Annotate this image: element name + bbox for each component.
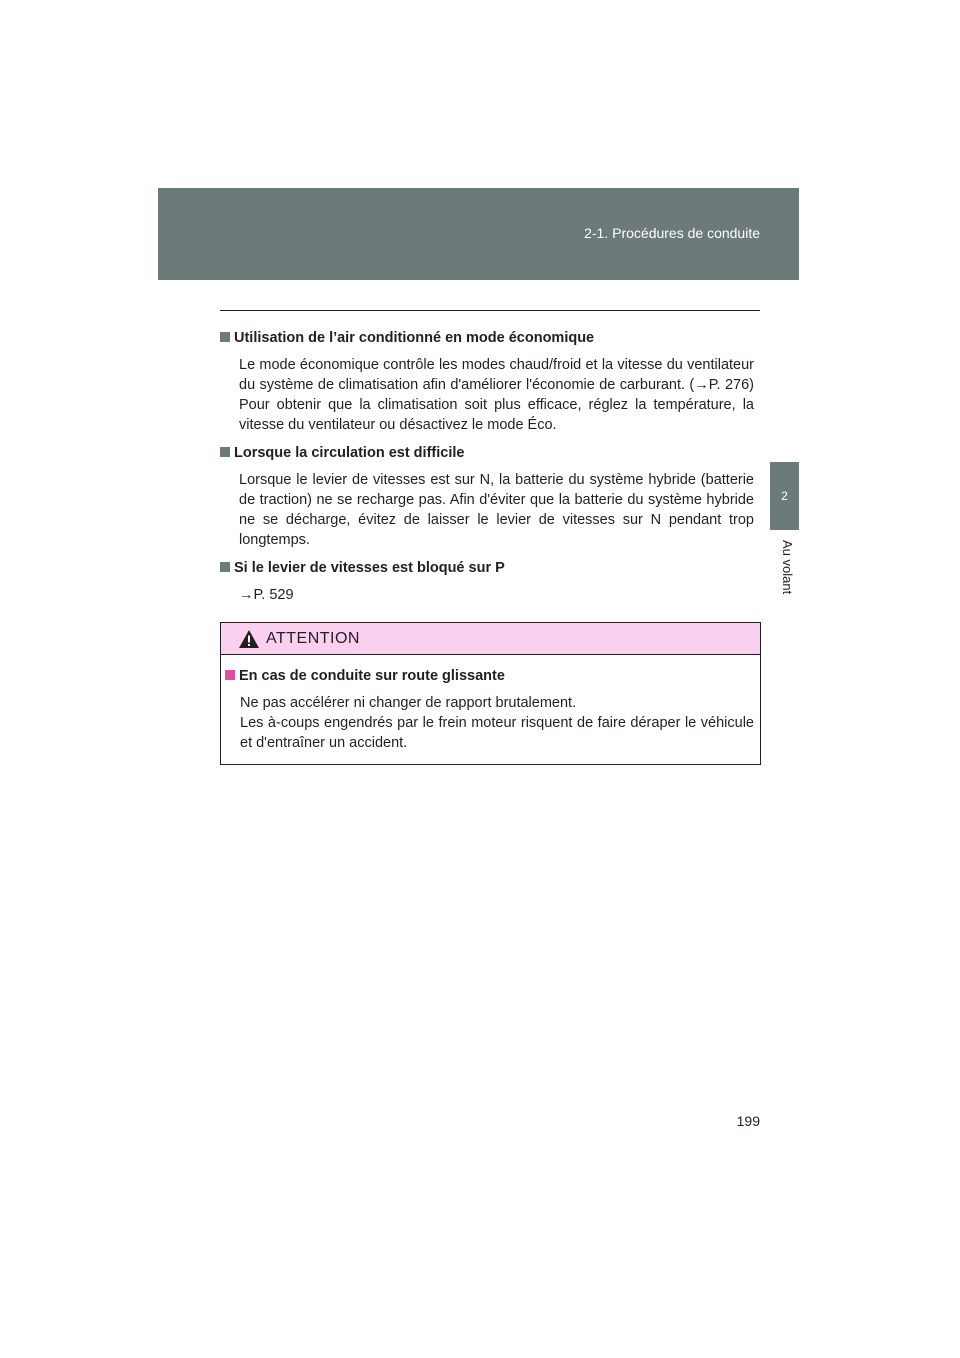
warning-heading	[225, 666, 754, 686]
chapter-label: Au volant	[780, 540, 795, 595]
item-heading	[220, 328, 754, 348]
chapter-number: 2	[781, 489, 788, 503]
content	[220, 328, 754, 613]
warning-line-1: Ne pas accélérer ni changer de rapport brutalement.	[240, 695, 577, 711]
page-number: 199	[736, 1113, 760, 1129]
item-body: Le mode économique contrôle les modes chaud/froid et la vitesse du ventilateur du système de climatisation afin d'améliorer l'économie de carburant. (→P. 276) Pour obtenir que la climatisation soit plus efficace, réglez la température, la vitesse du ventilateur ou désactivez le mode Éco.	[239, 357, 754, 433]
warning-body	[240, 693, 754, 753]
warning-triangle-icon	[238, 629, 260, 649]
section-title: 2-1. Procédures de conduite	[584, 225, 760, 241]
item-body: Lorsque le levier de vitesses est sur N, la batterie du système hybride (batterie de traction) ne se recharge pas. Afin d'éviter que la batterie du système hybride ne se décharge, évitez de laisser le levier de vitesses sur N pendant trop longtemps.	[239, 472, 754, 548]
square-bullet-icon	[220, 562, 230, 572]
top-rule	[220, 310, 760, 311]
info-item-eco-mode	[220, 328, 754, 435]
warning-box	[220, 622, 761, 765]
square-bullet-icon	[225, 670, 235, 680]
square-bullet-icon	[220, 447, 230, 457]
header-band	[158, 188, 799, 280]
warning-line-2: Les à-coups engendrés par le frein moteur risquent de faire déraper le véhicule et d'entraîner un accident.	[240, 715, 754, 751]
square-bullet-icon	[220, 332, 230, 342]
warning-heading-text: En cas de conduite sur route glissante	[239, 668, 505, 684]
item-heading-text: Si le levier de vitesses est bloqué sur P	[234, 560, 505, 576]
item-heading	[220, 558, 754, 578]
item-heading-text: Lorsque la circulation est difficile	[234, 445, 465, 461]
warning-title: ATTENTION	[266, 629, 360, 647]
item-heading-text: Utilisation de l’air conditionné en mode économique	[234, 330, 595, 346]
warning-header	[221, 623, 760, 655]
item-body: →P. 529	[239, 587, 294, 603]
item-heading	[220, 443, 754, 463]
info-item-shift-lock	[220, 558, 754, 605]
chapter-tab	[770, 462, 799, 530]
info-item-traffic	[220, 443, 754, 550]
warning-content	[221, 655, 760, 753]
